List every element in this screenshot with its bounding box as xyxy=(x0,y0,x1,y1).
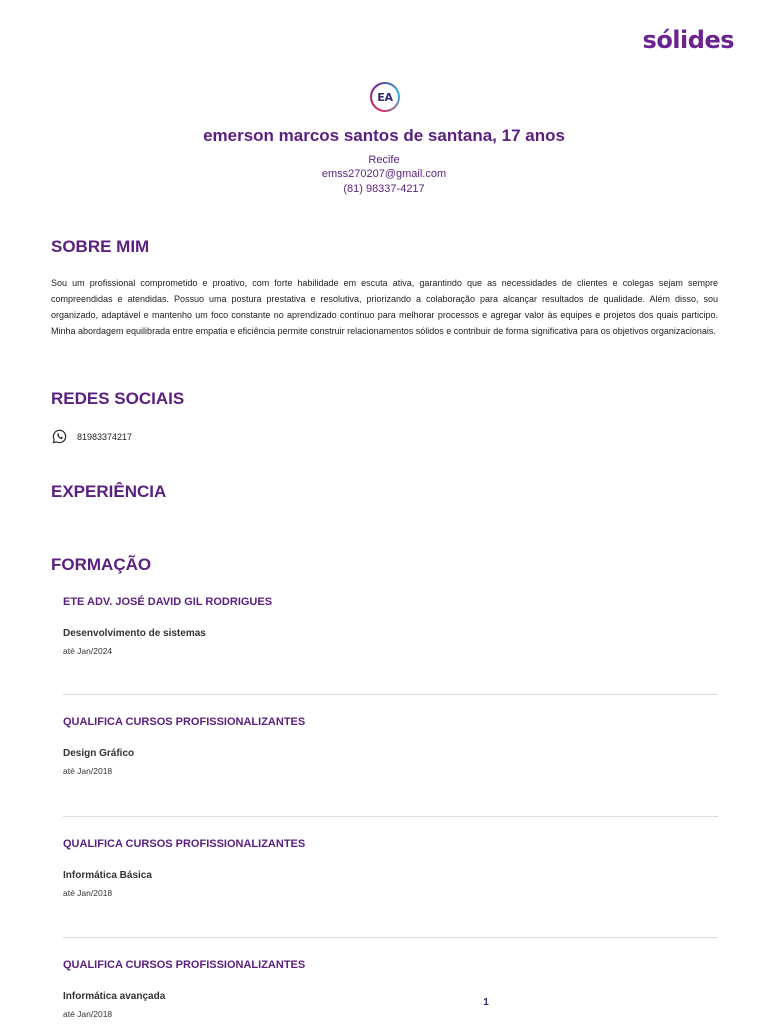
education-date: até Jan/2018 xyxy=(63,766,113,776)
about-text: Sou um profissional comprometido e proativo, com forte habilidade em escuta ativa, garantindo que as necessidades de clientes e colegas sejam sempre compreendidas e atendidas. Possuo uma postura prestativa e resolutiva, priorizando a colaboração para alcançar resultados de qualidade. Além disso, sou organizado, adaptável e mantenho um foco constante no aprendizado contínuo para melhorar processos e agregar valor às equipes e projetos dos quais participo. Minha abordagem equilibrada entre empatia e eficiência permite construir relacionamentos sólidos e contribuir de forma significativa para os objetivos organizacionais. xyxy=(51,278,718,336)
education-course: Informática avançada xyxy=(63,991,166,1002)
education-item xyxy=(63,958,718,1020)
education-divider xyxy=(63,937,718,938)
education-course: Desenvolvimento de sistemas xyxy=(63,628,206,639)
candidate-city: Recife xyxy=(368,154,400,166)
education-item xyxy=(63,715,718,777)
candidate-email: emss270207@gmail.com xyxy=(321,168,447,180)
social-title: REDES SOCIAIS xyxy=(51,389,185,408)
about-title: SOBRE MIM xyxy=(51,237,150,256)
avatar-initials: EA xyxy=(377,90,393,104)
education-school: QUALIFICA CURSOS PROFISSIONALIZANTES xyxy=(63,959,306,971)
education-divider xyxy=(63,694,718,695)
education-item xyxy=(63,595,718,657)
social-item-whatsapp xyxy=(52,429,132,444)
education-school: ETE ADV. JOSÉ DAVID GIL RODRIGUES xyxy=(63,596,273,608)
education-item xyxy=(63,837,718,899)
education-title: FORMAÇÃO xyxy=(51,555,152,574)
candidate-phone: (81) 98337-4217 xyxy=(343,183,425,195)
education-course: Design Gráfico xyxy=(63,748,135,759)
education-divider xyxy=(63,816,718,817)
education-course: Informática Básica xyxy=(63,870,152,881)
education-date: até Jan/2024 xyxy=(63,646,113,656)
solides-logo: sólides xyxy=(642,26,734,54)
page-number: 1 xyxy=(483,997,489,1008)
education-school: QUALIFICA CURSOS PROFISSIONALIZANTES xyxy=(63,838,306,850)
candidate-name: emerson marcos santos de santana, 17 anos xyxy=(203,126,565,145)
education-date: até Jan/2018 xyxy=(63,888,113,898)
avatar xyxy=(370,82,400,112)
education-date: até Jan/2018 xyxy=(63,1009,113,1019)
whatsapp-number: 81983374217 xyxy=(77,431,133,442)
whatsapp-icon xyxy=(52,429,67,444)
experience-title: EXPERIÊNCIA xyxy=(51,482,167,501)
education-school: QUALIFICA CURSOS PROFISSIONALIZANTES xyxy=(63,716,306,728)
